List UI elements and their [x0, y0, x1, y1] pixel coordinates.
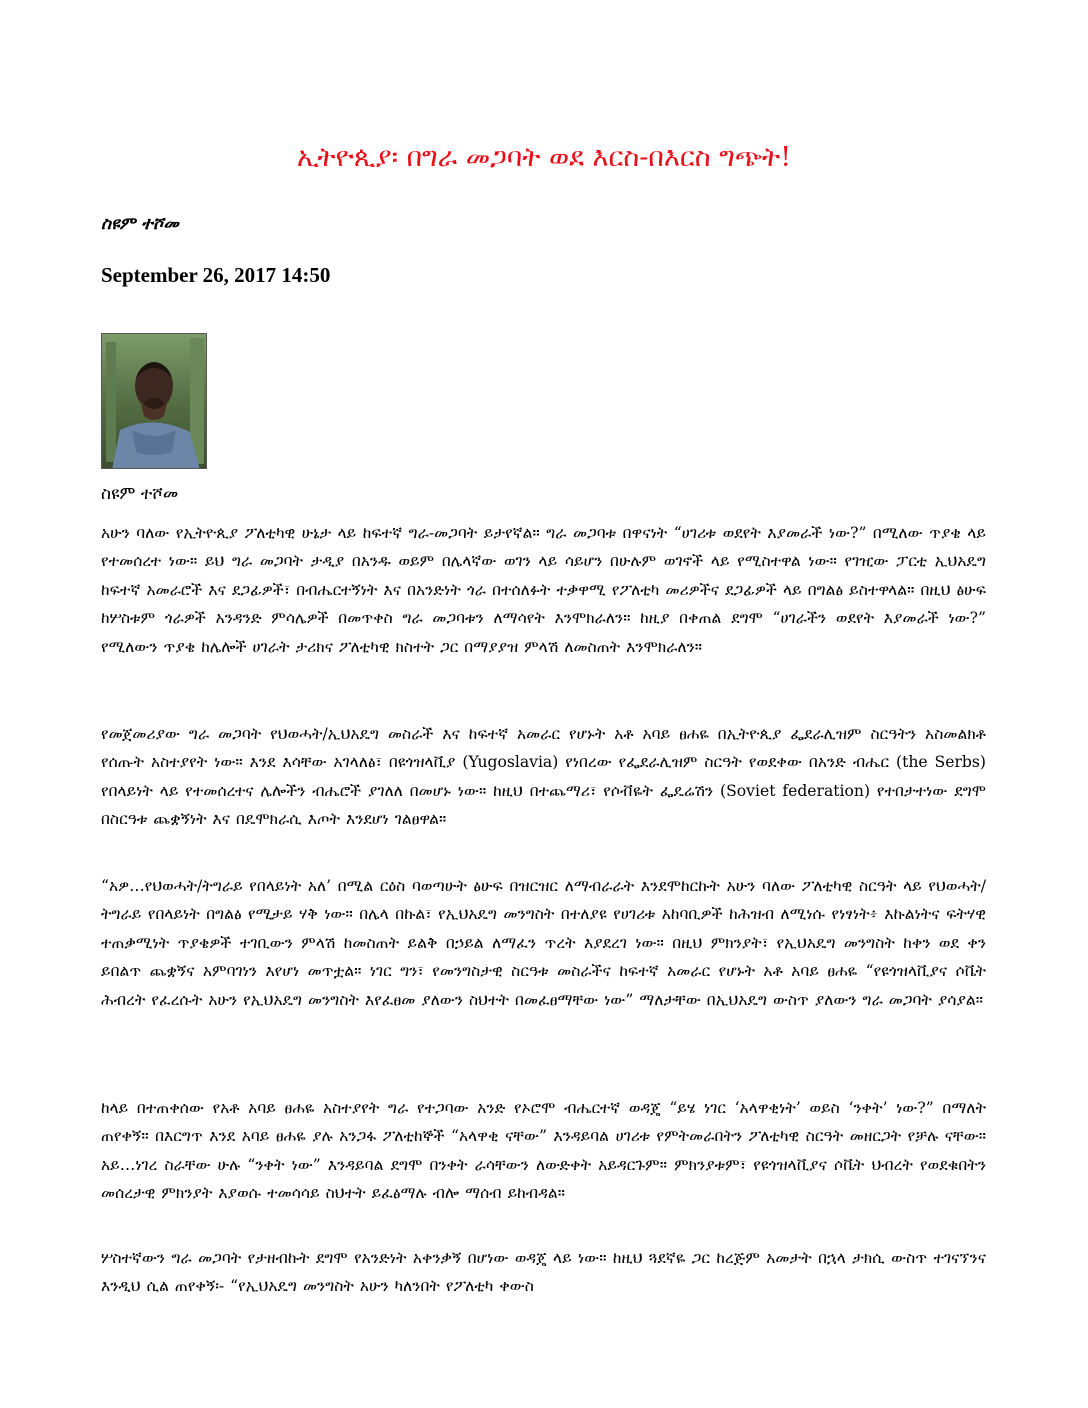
author-photo — [101, 333, 207, 469]
paragraph-4: ከላይ በተጠቀሰው የአቶ አባይ ፀሐዬ አስተያየት ግራ የተጋባው አንድ የኦሮሞ ብሔርተኛ ወዳጄ “ይሄ ነገር ‘አላዋቂነት’ ወይስ ‘ንቀት’ ነው?” በማለት ጠየቀኝ። በእርግጥ እንደ አባይ ፀሐዬ ያሉ አንጋፋ ፖለቲከኞች “አላዋቂ ናቸው” እንዳይባል ሀገሪቱ የምትመራበትን ፖለቲካዊ ስርዓት መዘርጋት የቻሉ ናቸው። አይ…ነገረ ስራቸው ሁሉ “ንቀት ነው” እንዳይባል ደግሞ በንቀት ራሳቸውን ለውድቀት አይዳርጉም። ምክንያቱም፣ የዩጎዝላቪያና ሶቬት ህብረት የወደቁበትን መሰረታዊ ምክንያት እያወሱ ተመሳሳይ ስህተት ይፈፅማሉ ብሎ ማሰብ ይከብዳል። — [101, 1099, 986, 1203]
author-byline: ስዩም ተሾመ — [101, 214, 179, 234]
publish-datetime: September 26, 2017 14:50 — [101, 263, 331, 287]
article-title: ኢትዮጲያ፡ በግራ መጋባት ወደ እርስ-በእርስ ግጭት! — [296, 142, 792, 173]
paragraph-1: አሁን ባለው የኢትዮጲያ ፖለቲካዊ ሁኔታ ላይ ከፍተኛ ግራ-መጋባት ይታየኛል። ግራ መጋባቱ በዋናነት “ሀገሪቱ ወደየት እያመራች ነው?” በሚለው ጥያቄ ላይ የተመሰረተ ነው። ይህ ግራ መጋባት ታዲያ በአንዱ ወይም በሌላኛው ወገን ላይ ሳይሆን በሁሉም ወገኖች ላይ የሚስተዋል ነው። የገዢው ፓርቲ ኢህአዴግ ከፍተኛ አመራሮች እና ደጋፊዎች፣ በብሔርተኝነት እና በአንድነት ጎራ በተሰለፉት ተቃዋሚ የፖለቲካ መሪዎችና ደጋፊዎች ላይ በግልፅ ይስተዋላል። በዚህ ፅሁፍ ከሦስቱም ጎራዎች አንዳንድ ምሳሌዎች በመጥቀስ ግራ መጋባቱን ለማሳየት እንሞክራለን። ከዚያ በቀጠል ደግሞ “ሀገራችን ወደየት እያመራች ነው?” የሚለውን ጥያቄ ከሌሎች ሀገራት ታሪክና ፖለቲካዊ ክስተት ጋር በማያያዝ ምላሽ ለመስጠት እንሞክራለን። — [101, 524, 986, 656]
paragraph-3: “አዎ…የህወሓት/ትግራይ የበላይነት አለ’ በሚል ርዕስ ባወጣሁት ፅሁፍ በዝርዝር ለማብራራት እንደሞከርኩት አሁን ባለው ፖለቲካዊ ስርዓት ላይ የህወሓት/ትግራይ የበላይነት በግልፅ የሚታይ ሃቅ ነው። በሌላ በኩል፣ የኢህአዴግ መንግስት በተለያዩ የሀገሪቱ አከባቢዎች ከሕዝብ ለሚነሱ የነፃነት፥ እኩልነትና ፍትሃዊ ተጠቃሚነት ጥያቄዎች ተገቢውን ምላሽ ከመስጠት ይልቅ በኃይል ለማፈን ጥረት እያደረገ ነው። በዚህ ምክንያት፣ የኢህአዴግ መንግስት ከቀን ወደ ቀን ይበልጥ ጨቋኝና አምባገነን እየሆነ መጥቷል። ነገር ግን፣ የመንግስታዊ ስርዓቱ መስራችና ከፍተኛ አመራር የሆኑት አቶ አባይ ፀሐዬ “የዩጎዝላቪያና ሶቬት ሕብረት የፈረሱት አሁን የኢህአዴግ መንግስት እየፈፀመ ያለውን ስህተት በመፈፀማቸው ነው” ማለታቸው በኢህአዴግ ውስጥ ያለውን ግራ መጋባት ያሳያል። — [101, 877, 986, 1009]
paragraph-5: ሦስተኛውን ግራ መጋባት የታዘብኩት ደግሞ የአንድነት አቀንቃኝ በሆነው ወዳጄ ላይ ነው። ከዚህ ጓደኛዬ ጋር ከረጅም አመታት በኋላ ታክሲ ውስጥ ተገናኘንና እንዲህ ሲል ጠየቀኝ፡- “የኢህአዴግ መንግስት አሁን ካለንበት የፖለቲካ ቀውስ — [101, 1249, 986, 1296]
photo-caption: ስዩም ተሾመ — [101, 484, 179, 504]
paragraph-2: የመጀመሪያው ግራ መጋባት የህወሓት/ኢህአዴግ መስራች እና ከፍተኛ አመራር የሆኑት አቶ አባይ ፀሐዬ በኢትዮጲያ ፌደራሊዝም ስርዓትን አስመልክቶ የሰጡት አስተያየት ነው። እንደ እሳቸው አገላለፅ፣ በዩጎዝላቪያ (Yugoslavia) የነበረው የፌደራሊዝም ስርዓት የወደቀው በአንድ ብሔር (the Serbs) የበላይነት ላይ የተመሰረተና ሌሎችን ብሔሮች ያገለለ በመሆኑ ነው። ከዚህ በተጨማሪ፣ የሶቭዬት ፌዴሬሽን (Soviet federation) የተበታተነው ደግሞ በስርዓቱ ጨቋኝነት እና በዴሞክራሲ እጦት እንደሆነ ገልፀዋል። — [101, 725, 986, 829]
